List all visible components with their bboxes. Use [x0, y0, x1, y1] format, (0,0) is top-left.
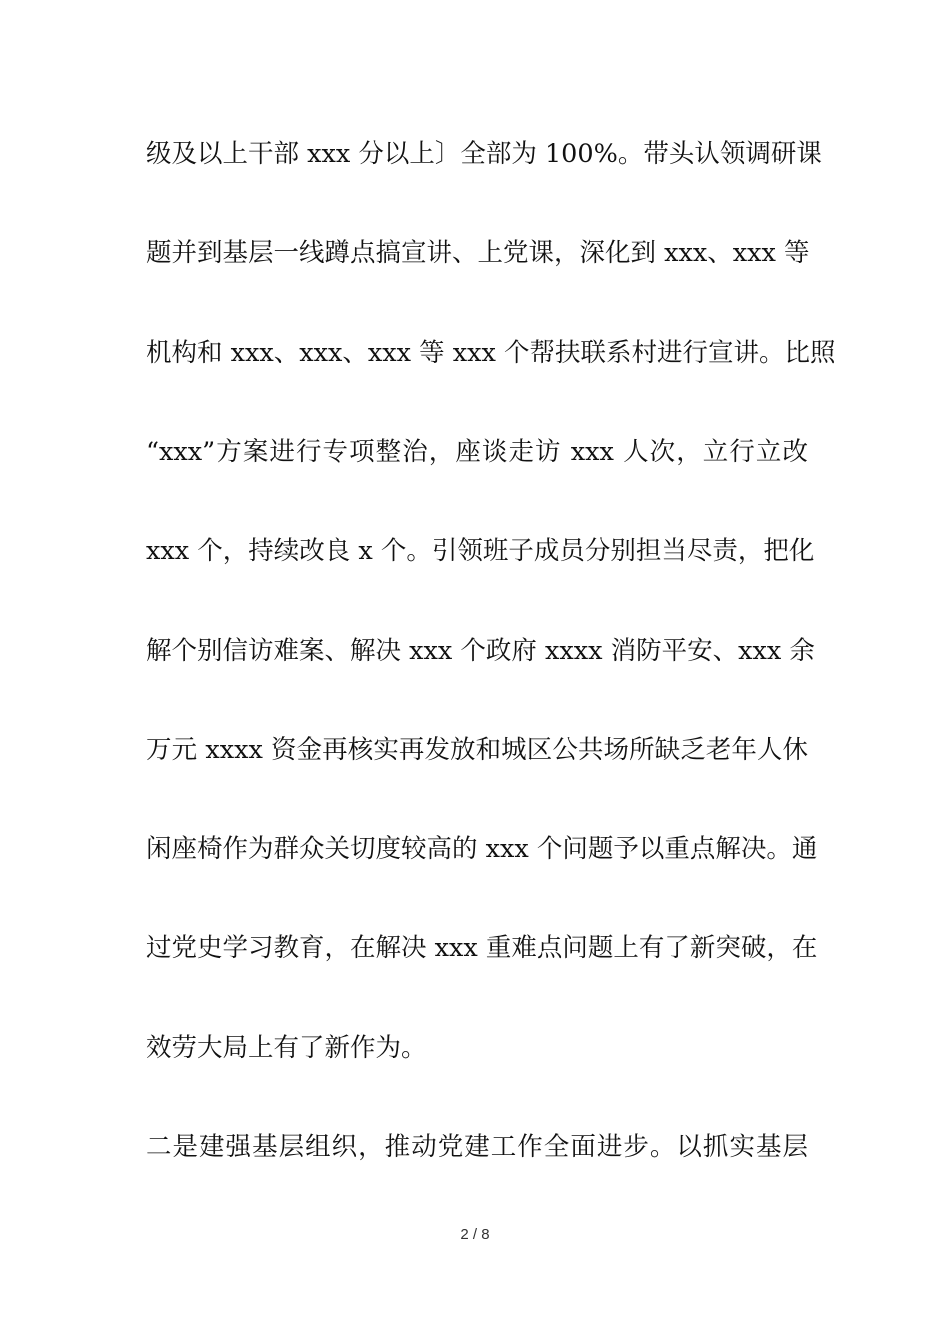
- body-text-line-1: 级及以上干部 xxx 分以上〕全部为 100%。带头认领调研课: [146, 139, 822, 169]
- body-text-line-3: 机构和 xxx、xxx、xxx 等 xxx 个帮扶联系村进行宣讲。比照: [146, 338, 836, 368]
- body-text-line-5: xxx 个，持续改良 x 个。引领班子成员分别担当尽责，把化: [146, 536, 815, 566]
- body-text-line-6: 解个别信访难案、解决 xxx 个政府 xxxx 消防平安、xxx 余: [146, 636, 815, 666]
- page-number: 2 / 8: [460, 1226, 490, 1243]
- body-text-line-2: 题并到基层一线蹲点搞宣讲、上党课，深化到 xxx、xxx 等: [146, 238, 810, 268]
- body-text-line-10: 效劳大局上有了新作为。: [146, 1033, 427, 1063]
- body-text-line-9: 过党史学习教育，在解决 xxx 重难点问题上有了新突破，在: [146, 933, 818, 963]
- body-text-line-8: 闲座椅作为群众关切度较高的 xxx 个问题予以重点解决。通: [146, 834, 818, 864]
- body-text-line-4: “xxx”方案进行专项整治，座谈走访 xxx 人次，立行立改: [146, 437, 808, 467]
- body-text-line-7: 万元 xxxx 资金再核实再发放和城区公共场所缺乏老年人休: [146, 735, 808, 765]
- body-text-line-11: 二是建强基层组织，推动党建工作全面进步。以抓实基层: [146, 1132, 808, 1162]
